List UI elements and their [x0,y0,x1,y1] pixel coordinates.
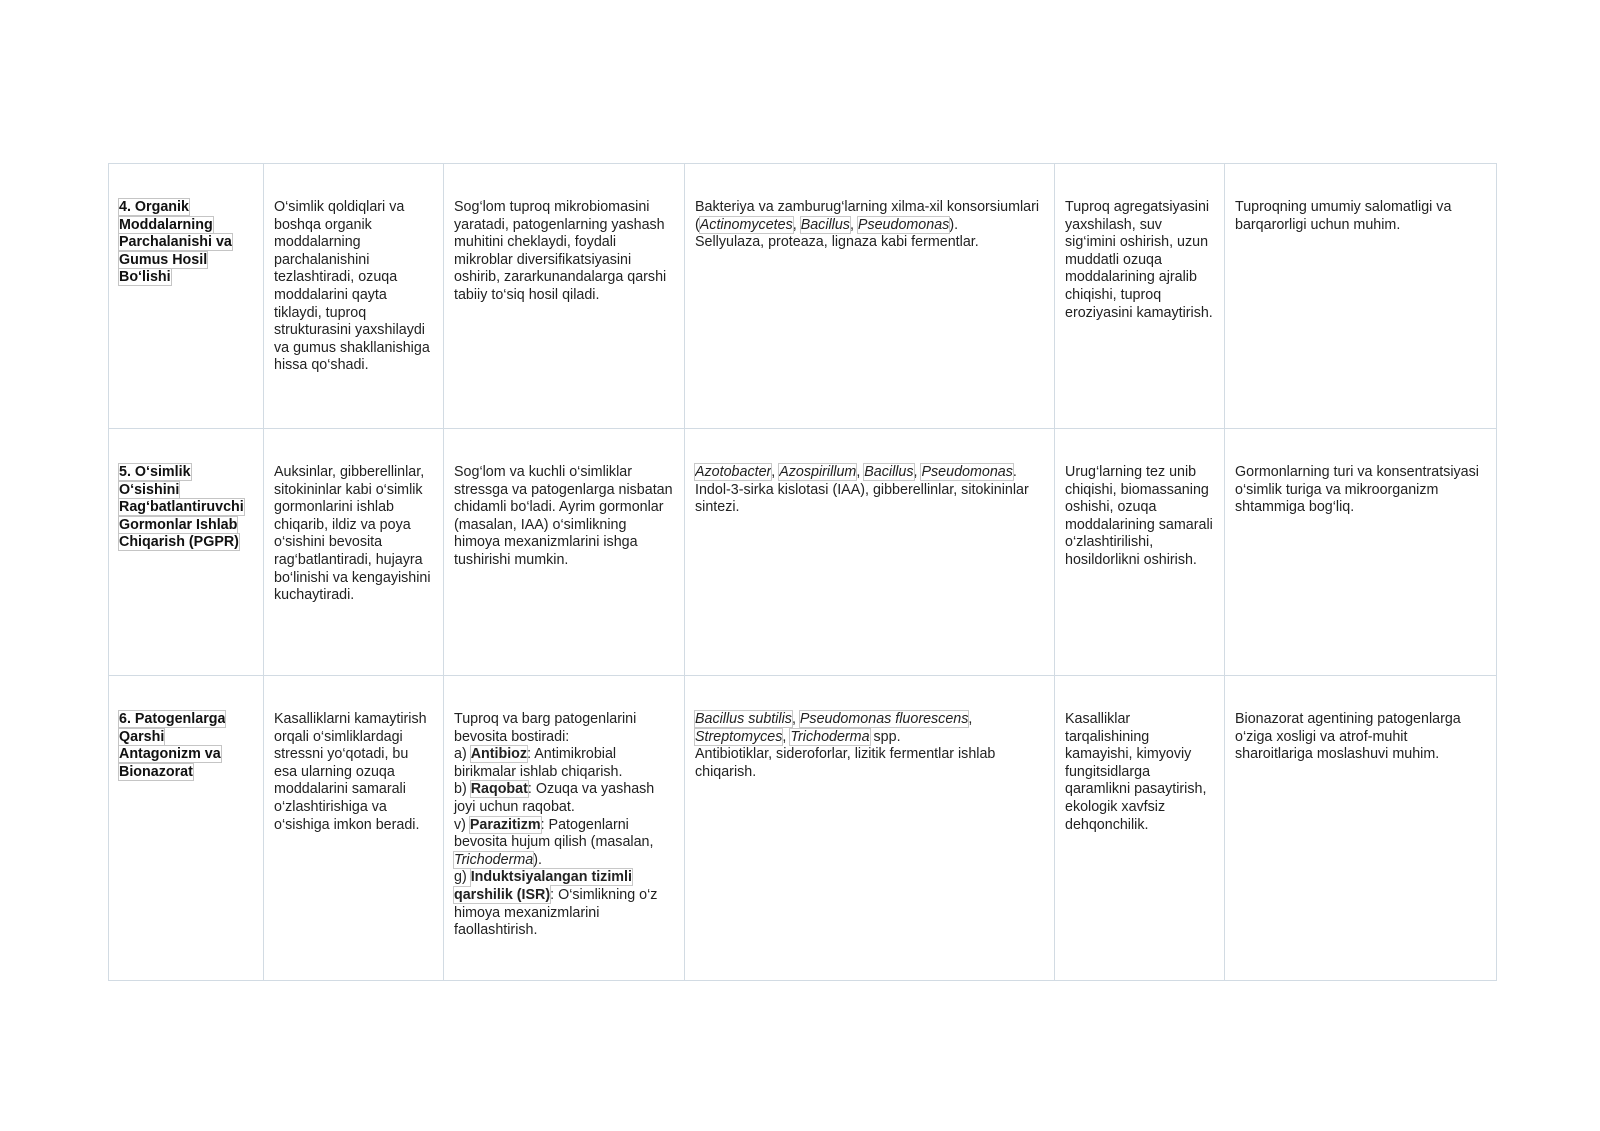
benefit-cell: Urug‘larning tez unib chiqishi, biomassaning oshishi, ozuqa moddalarining samarali o‘zlashtirilishi, hosildorlikni oshirish. [1055,429,1225,676]
row-title-cell [109,429,264,676]
benefit-cell: Kasalliklar tarqalishining kamayishi, kimyoviy fungitsidlarga qaramlikni pasaytirish, ekologik xavfsiz dehqonchilik. [1055,676,1225,981]
row-title-cell [109,676,264,981]
note-cell: Tuproqning umumiy salomatligi va barqarorligi uchun muhim. [1225,164,1497,429]
row-title-cell [109,164,264,429]
effect-cell: Sog‘lom tuproq mikrobiomasini yaratadi, patogenlarning yashash muhitini cheklaydi, foydali mikroblar diversifikatsiyasini oshirib, zararkunandalarga qarshi tabiiy to‘siq hosil qiladi. [444,164,685,429]
organisms-cell: Azotobacter, Azospirillum, Bacillus, Pseudomonas. Indol-3-sirka kislotasi (IAA), gibberellinlar, sitokininlar sintezi. [685,429,1055,676]
species-name: Azotobacter [695,464,772,480]
species-name: Azospirillum [779,464,857,480]
species-name: Pseudomonas [921,464,1013,480]
effect-item: v) Parazitizm: Patogenlarni bevosita hujum qilish (masalan, Trichoderma). [454,816,654,868]
effect-cell: Tuproq va barg patogenlarini bevosita bostiradi: a) Antibioz: Antimikrobial birikmalar ishlab chiqarish. b) Raqobat: Ozuqa va yashash joyi uchun raqobat. v) Parazitizm: Patogenlarni bevosita hujum qilish (masalan, Trichoderma). g) Induktsiyalangan tizimli qarshilik (ISR): O‘simlikning o‘z himoya mexanizmlarini faollashtirish. [444,676,685,981]
species-name: Bacillus [800,216,850,233]
row-title: 4. Organik Moddalarning Parchalanishi va Gumus Hosil Bo‘lishi [119,199,232,286]
table-row [109,676,1497,981]
species-name: Trichoderma [790,728,870,745]
species-name: Pseudomonas fluorescens [799,711,969,727]
species-name: Bacillus [864,464,914,480]
note-cell: Gormonlarning turi va konsentratsiyasi o‘simlik turiga va mikroorganizm shtammiga bog‘liq. [1225,429,1497,676]
species-name: Actinomycetes [699,216,793,233]
row-title: 6. Patogenlarga Qarshi Antagonizm va Bionazorat [119,711,226,780]
effect-item: g) Induktsiyalangan tizimli qarshilik (ISR): O‘simlikning o‘z himoya mexanizmlarini faollashtirish. [454,869,658,939]
note-cell: Bionazorat agentining patogenlarga o‘ziga xosligi va atrof-muhit sharoitlariga moslashuvi muhim. [1225,676,1497,981]
benefit-cell: Tuproq agregatsiyasini yaxshilash, suv sig‘imini oshirish, uzun muddatli ozuqa moddalarining ajralib chiqishi, tuproq eroziyasini kamaytirish. [1055,164,1225,429]
effect-item: b) Raqobat: Ozuqa va yashash joyi uchun raqobat. [454,781,655,815]
row-title: 5. O‘simlik O‘sishini Rag‘batlantiruvchi Gormonlar Ishlab Chiqarish (PGPR) [119,464,244,551]
table-row [109,429,1497,676]
content-table [108,163,1497,981]
species-name: Streptomyces [695,728,783,745]
mechanism-cell: Kasalliklarni kamaytirish orqali o‘simliklardagi stressni yo‘qotadi, bu esa ularning ozuqa moddalarini samarali o‘zlashtirishiga va o‘sishiga imkon beradi. [264,676,444,981]
species-name: Pseudomonas [857,216,950,233]
mechanism-cell: Auksinlar, gibberellinlar, sitokininlar kabi o‘simlik gormonlarini ishlab chiqarib, ildiz va poya o‘sishini bevosita rag‘batlantiradi, hujayra bo‘linishi va kengayishini kuchaytiradi. [264,429,444,676]
species-name: Bacillus subtilis [695,711,792,727]
organisms-cell: Bakteriya va zamburug‘larning xilma-xil konsorsiumlari (Actinomycetes, Bacillus, Pseudomonas). Sellyulaza, proteaza, lignaza kabi fermentlar. [685,164,1055,429]
table-row [109,164,1497,429]
mechanism-cell: O‘simlik qoldiqlari va boshqa organik moddalarning parchalanishini tezlashtiradi, ozuqa moddalarini qayta tiklaydi, tuproq strukturasini yaxshilaydi va gumus shakllanishiga hissa qo‘shadi. [264,164,444,429]
effect-item: a) Antibioz: Antimikrobial birikmalar ishlab chiqarish. [454,746,623,780]
organisms-cell: Bacillus subtilis, Pseudomonas fluorescens, Streptomyces, Trichoderma spp. Antibiotiklar, sideroforlar, lizitik fermentlar ishlab chiqarish. [685,676,1055,981]
effect-cell: Sog‘lom va kuchli o‘simliklar stressga va patogenlarga nisbatan chidamli bo‘ladi. Ayrim gormonlar (masalan, IAA) o‘simlikning himoya mexanizmlarini ishga tushirishi mumkin. [444,429,685,676]
